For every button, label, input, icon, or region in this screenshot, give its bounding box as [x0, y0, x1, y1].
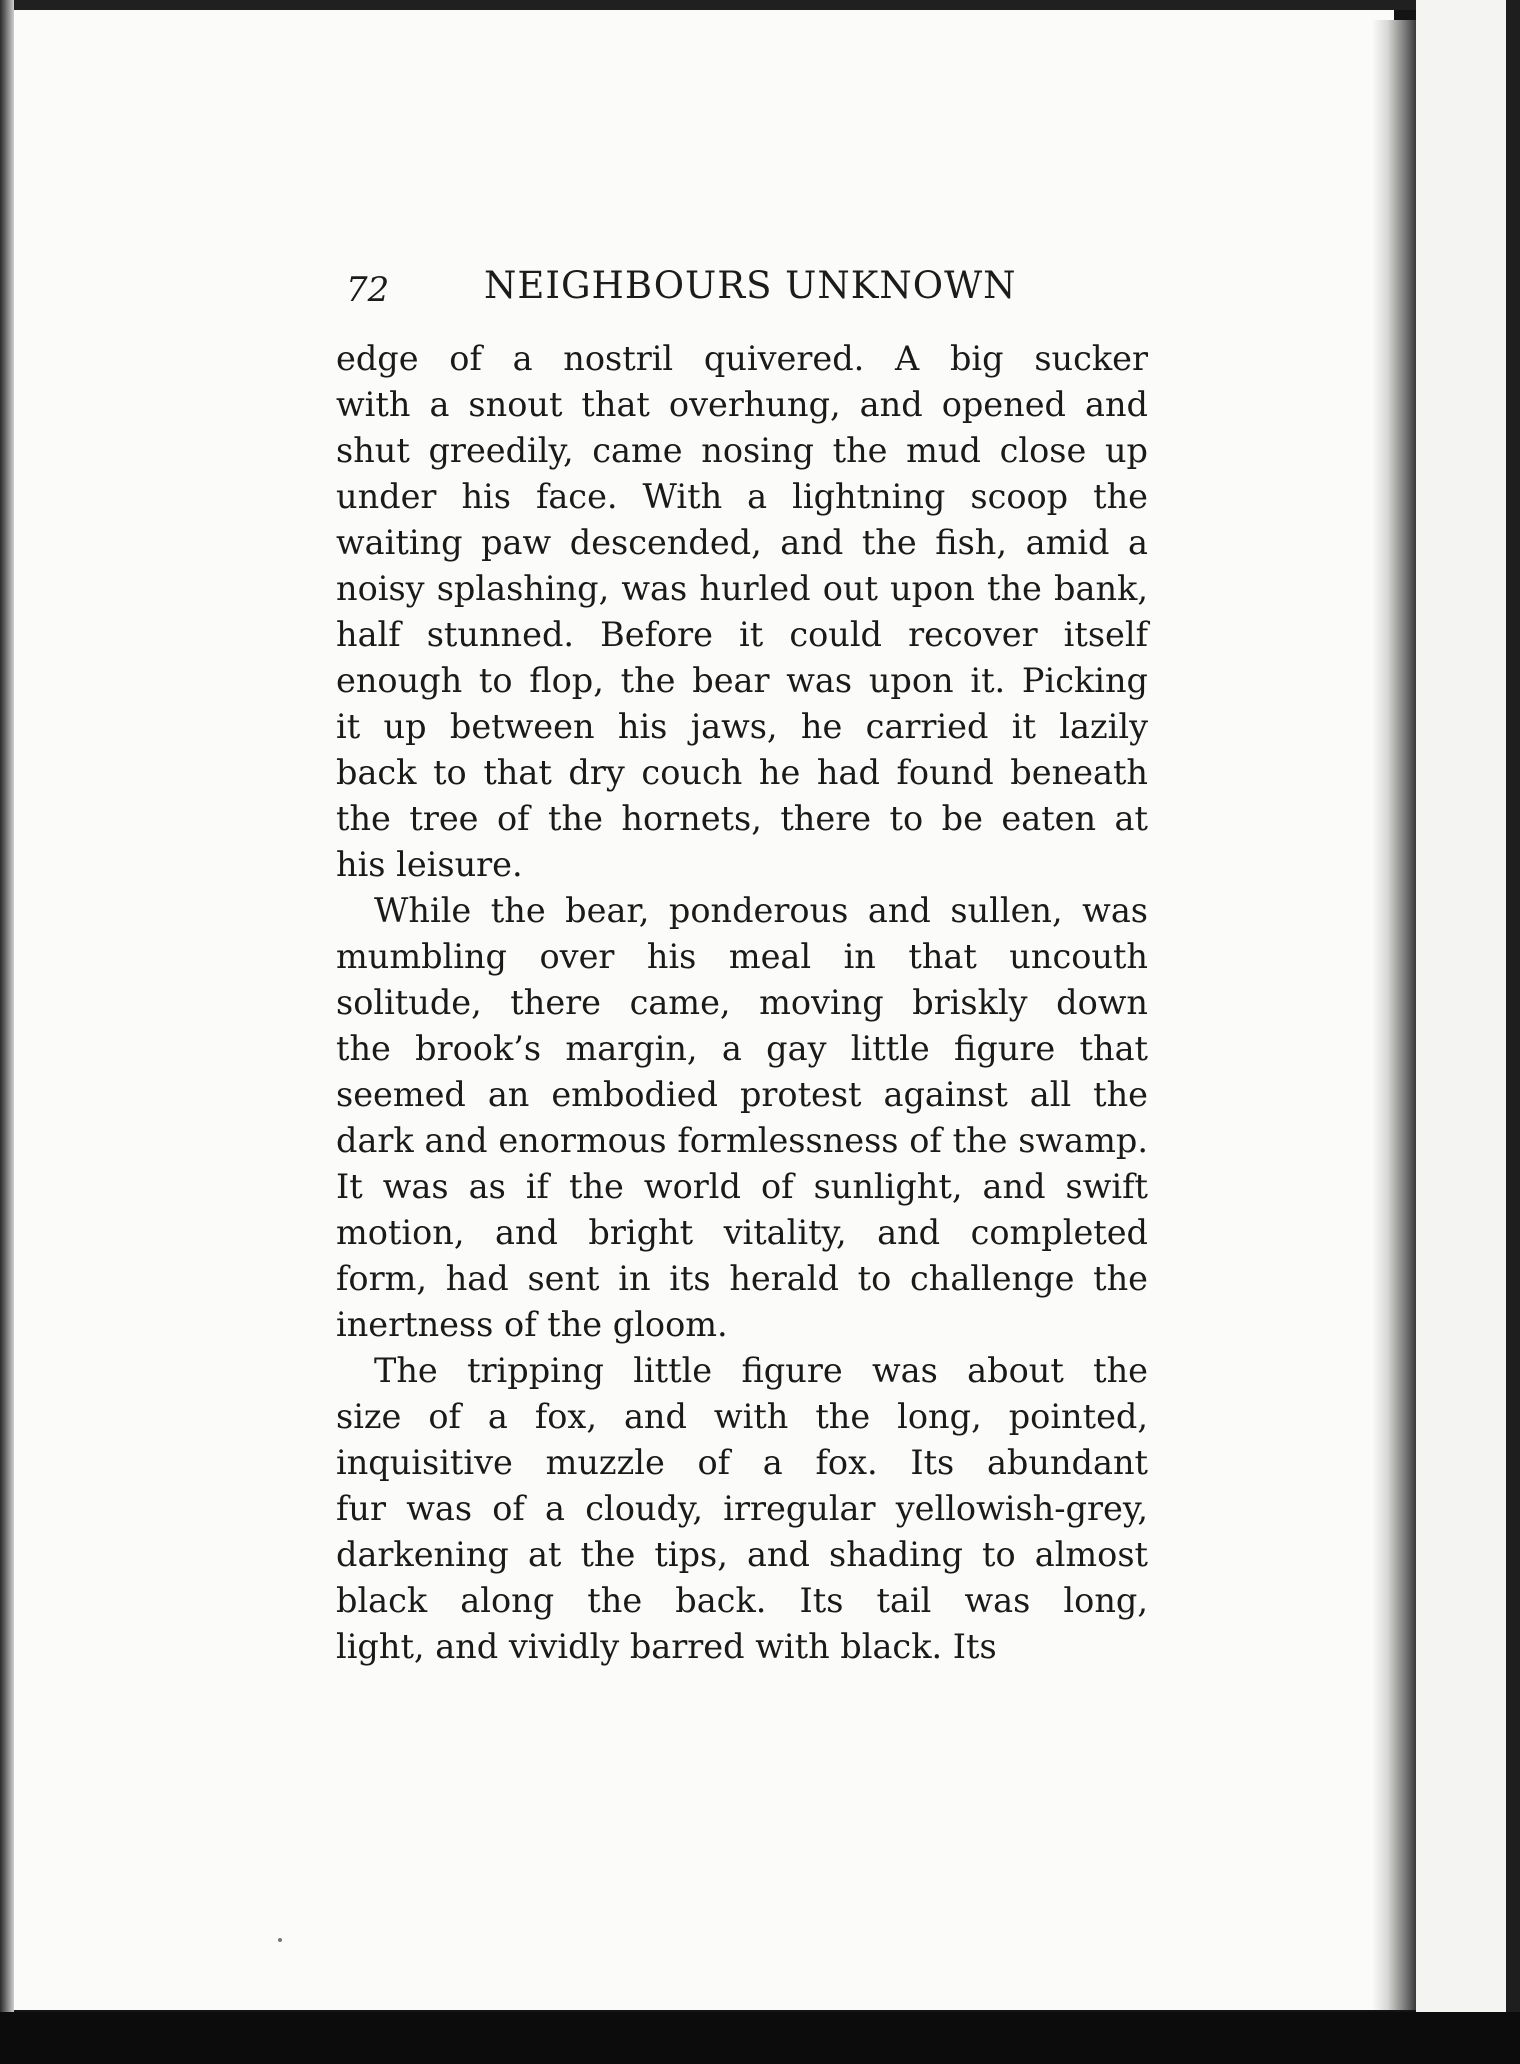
facing-page-edge	[1416, 0, 1520, 2064]
text-line: size of a fox, and with the long, pointed,	[336, 1397, 1148, 1436]
text-line: inquisitive muzzle of a fox. Its abundant	[336, 1443, 1148, 1482]
text-line: fur was of a cloudy, irregular yellowish-grey,	[336, 1489, 1148, 1528]
text-line: the brook’s margin, a gay little figure that	[336, 1029, 1148, 1068]
text-line: with a snout that overhung, and opened and	[336, 385, 1148, 424]
text-line: enough to flop, the bear was upon it. Picking	[336, 661, 1148, 700]
text-line: light, and vividly barred with black. Its	[336, 1627, 997, 1666]
paper-speck	[278, 1938, 282, 1942]
text-line: mumbling over his meal in that uncouth	[336, 937, 1148, 976]
text-line: It was as if the world of sunlight, and swift	[336, 1167, 1148, 1206]
page-number: 72	[346, 270, 390, 310]
text-line: under his face. With a lightning scoop the	[336, 477, 1148, 516]
text-line: darkening at the tips, and shading to almost	[336, 1535, 1148, 1574]
text-line: form, had sent in its herald to challenge the	[336, 1259, 1148, 1298]
page-gutter-shadow	[1372, 20, 1416, 2010]
running-title: NEIGHBOURS UNKNOWN	[484, 264, 1017, 307]
text-line: the tree of the hornets, there to be eaten at	[336, 799, 1148, 838]
text-line: motion, and bright vitality, and completed	[336, 1213, 1148, 1252]
scan-bottom-border	[0, 2012, 1520, 2064]
scan-right-border	[1506, 0, 1520, 2064]
text-line: inertness of the gloom.	[336, 1305, 728, 1344]
paragraph	[336, 336, 1148, 888]
paragraph	[336, 1348, 1148, 1670]
text-line: waiting paw descended, and the fish, amid a	[336, 523, 1148, 562]
text-line: dark and enormous formlessness of the swamp.	[336, 1121, 1148, 1160]
text-line: black along the back. Its tail was long,	[336, 1581, 1148, 1620]
text-line: back to that dry couch he had found beneath	[336, 753, 1148, 792]
text-line: edge of a nostril quivered. A big sucker	[336, 339, 1148, 378]
scan-top-border	[0, 0, 1520, 10]
text-line: The tripping little figure was about the	[374, 1351, 1148, 1390]
text-line: it up between his jaws, he carried it lazily	[336, 707, 1148, 746]
running-header	[346, 264, 1146, 324]
text-line: shut greedily, came nosing the mud close up	[336, 431, 1148, 470]
scan-left-border	[0, 0, 14, 2064]
body-text	[336, 336, 1148, 1670]
text-line: noisy splashing, was hurled out upon the bank,	[336, 569, 1148, 608]
text-line: seemed an embodied protest against all the	[336, 1075, 1148, 1114]
text-line: half stunned. Before it could recover itself	[336, 615, 1148, 654]
text-line: While the bear, ponderous and sullen, was	[374, 891, 1148, 930]
text-line: his leisure.	[336, 845, 523, 884]
paragraph	[336, 888, 1148, 1348]
text-line: solitude, there came, moving briskly down	[336, 983, 1148, 1022]
